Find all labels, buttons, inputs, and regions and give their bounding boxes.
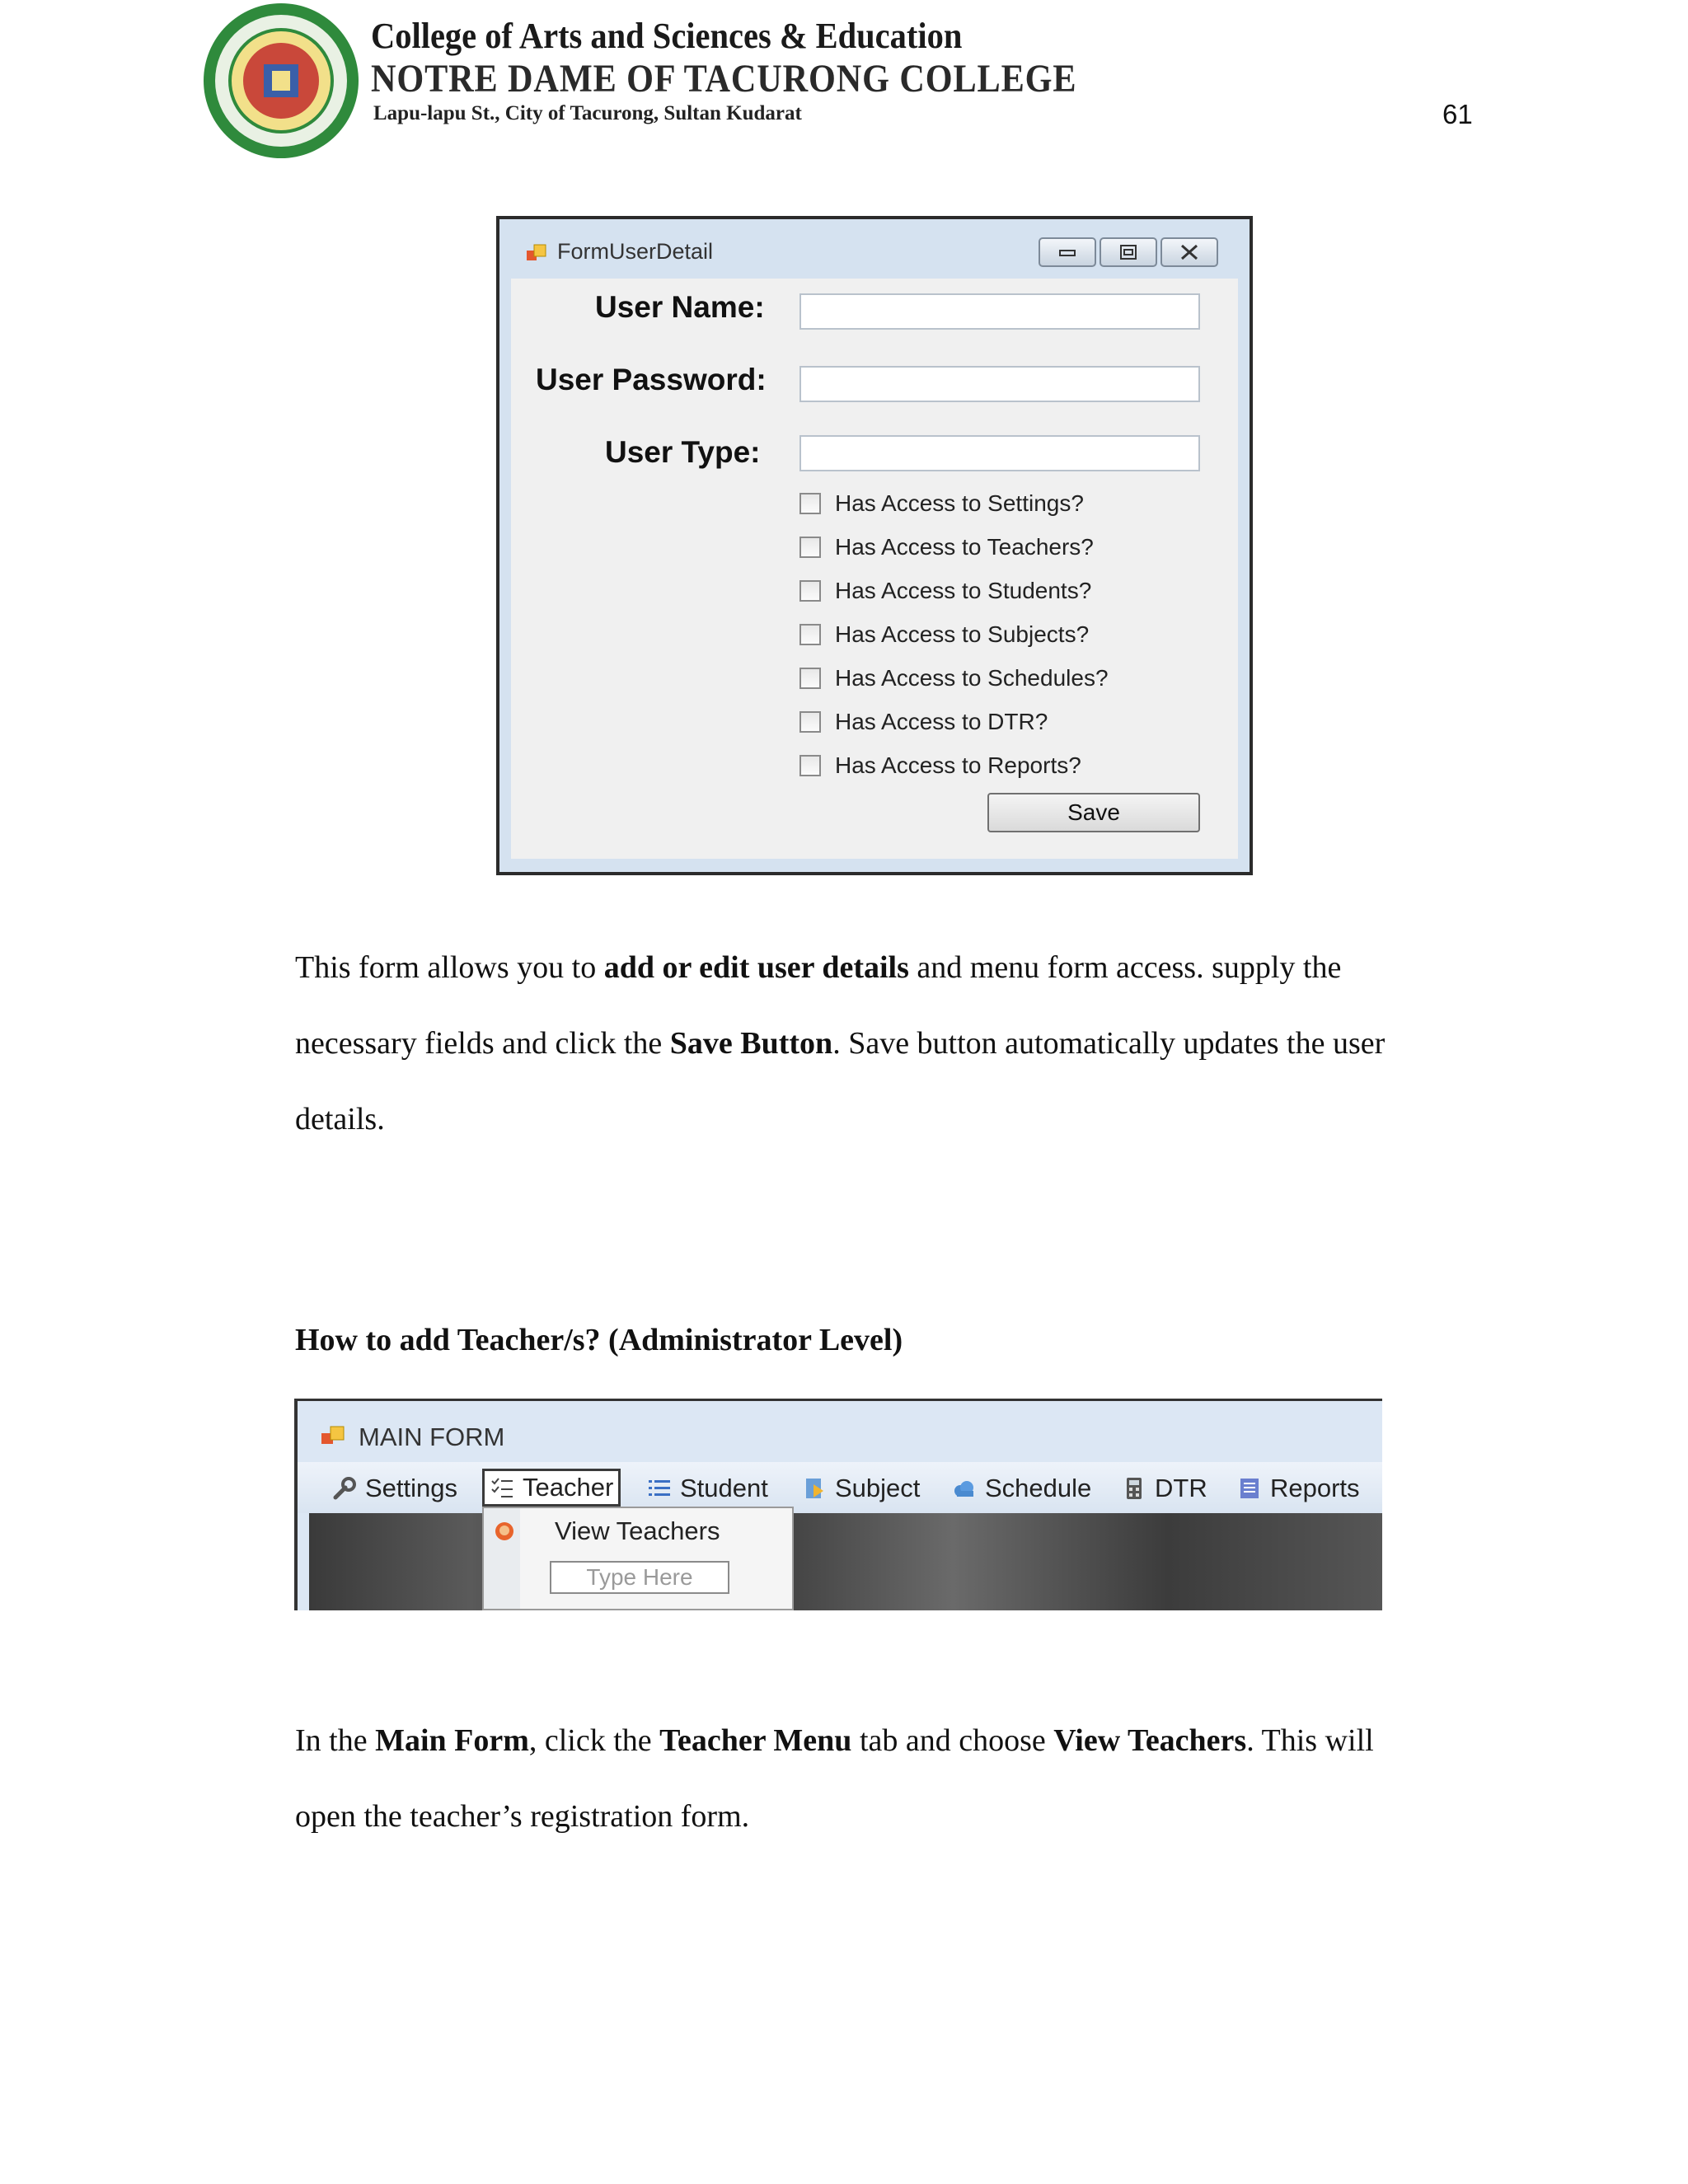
close-icon [1162,239,1217,265]
header-college-unit: College of Arts and Sciences & Education [371,16,963,56]
form-client-area [511,279,1238,859]
paragraph-2-line-2: open the teacher’s registration form. [295,1799,750,1834]
minimize-icon [1040,239,1095,265]
checkbox-box[interactable] [799,668,821,689]
calculator-icon [1122,1476,1146,1501]
checkbox-label: Has Access to Students? [835,578,1092,603]
header-address: Lapu-lapu St., City of Tacurong, Sultan Kudarat [373,102,802,124]
checkbox-access-reports[interactable] [799,752,1081,780]
minimize-button[interactable] [1039,237,1096,267]
checklist-icon [490,1475,514,1500]
menu-subject[interactable] [802,1472,920,1505]
bold-text: Teacher Menu [659,1723,852,1758]
text: . This will [1246,1723,1374,1758]
checkbox-box[interactable] [799,755,821,776]
bold-text: Main Form [375,1723,529,1758]
wrench-icon [332,1476,357,1501]
checkbox-label: Has Access to Settings? [835,490,1084,516]
checkbox-box[interactable] [799,624,821,645]
checkbox-label: Has Access to Teachers? [835,534,1094,560]
cloud-icon [952,1476,977,1501]
menu-label: DTR [1155,1474,1207,1502]
checkbox-access-teachers[interactable] [799,533,1094,561]
maximize-icon [1101,239,1156,265]
checkbox-access-students[interactable] [799,577,1091,605]
window-title: MAIN FORM [359,1422,505,1451]
checkbox-access-schedules[interactable] [799,664,1109,692]
menu-dtr[interactable] [1122,1472,1207,1505]
checkbox-box[interactable] [799,493,821,514]
user-password-input[interactable] [799,366,1200,402]
menu-label: Schedule [985,1474,1092,1502]
checkbox-box[interactable] [799,580,821,602]
menu-reports[interactable] [1237,1472,1360,1505]
text: , click the [528,1723,660,1758]
save-button[interactable]: Save [987,793,1200,832]
checkbox-label: Has Access to Subjects? [835,621,1090,647]
type-here-input[interactable]: Type Here [550,1561,729,1594]
checkbox-box[interactable] [799,711,821,733]
bold-text: Save Button [669,1026,833,1061]
form-user-detail-window [496,216,1253,875]
checkbox-access-subjects[interactable] [799,621,1089,649]
checkbox-label: Has Access to Schedules? [835,665,1109,691]
checkbox-box[interactable] [799,537,821,558]
college-seal-logo [198,0,364,162]
maximize-button[interactable] [1100,237,1157,267]
menu-label: Reports [1270,1474,1360,1502]
menu-bar [298,1462,1382,1513]
report-icon [1237,1476,1262,1501]
book-icon [802,1476,827,1501]
background-image [309,1513,1382,1610]
paragraph-1-line-2 [295,1005,1385,1081]
menu-label: Subject [835,1474,921,1502]
window-titlebar [511,226,1238,277]
teacher-dropdown-menu [482,1507,794,1610]
bold-text: add or edit user details [603,950,909,985]
text: tab and choose [851,1723,1054,1758]
teacher-icon [492,1520,517,1548]
form-icon [526,244,547,264]
paragraph-1-line-3: details. [295,1102,385,1137]
text: . Save button automatically updates the user [832,1026,1386,1061]
text: necessary fields and click the [295,1026,670,1061]
menu-label: Teacher [523,1473,614,1502]
form-icon [321,1426,345,1447]
menu-settings[interactable] [332,1472,457,1505]
bold-text: View Teachers [1053,1723,1247,1758]
menu-teacher[interactable] [482,1469,621,1507]
menu-label: Student [680,1474,768,1502]
user-password-label: User Password: [536,363,767,396]
main-form-window [294,1399,1382,1610]
checkbox-access-settings[interactable] [799,490,1084,518]
user-name-label: User Name: [595,290,765,324]
user-type-input[interactable] [799,435,1200,471]
page-number: 61 [1442,99,1473,129]
menu-label: Settings [365,1474,458,1502]
section-heading: How to add Teacher/s? (Administrator Level) [295,1323,903,1357]
menu-student[interactable] [647,1472,768,1505]
paragraph-1-line-1 [295,930,1341,1005]
checkbox-label: Has Access to Reports? [835,752,1081,778]
close-button[interactable] [1160,237,1218,267]
header-college-name: NOTRE DAME OF TACURONG COLLEGE [371,57,1077,101]
view-teachers-menu-item[interactable]: View Teachers [555,1516,720,1545]
text: This form allows you to [295,950,604,985]
text: In the [295,1723,376,1758]
user-type-label: User Type: [605,435,761,469]
checkbox-access-dtr[interactable] [799,708,1048,736]
checkbox-label: Has Access to DTR? [835,709,1048,734]
menu-schedule[interactable] [952,1472,1091,1505]
list-icon [647,1476,672,1501]
user-name-input[interactable] [799,293,1200,330]
window-title: FormUserDetail [557,239,714,264]
text: and menu form access. supply the [908,950,1342,985]
paragraph-2-line-1 [295,1703,1374,1779]
